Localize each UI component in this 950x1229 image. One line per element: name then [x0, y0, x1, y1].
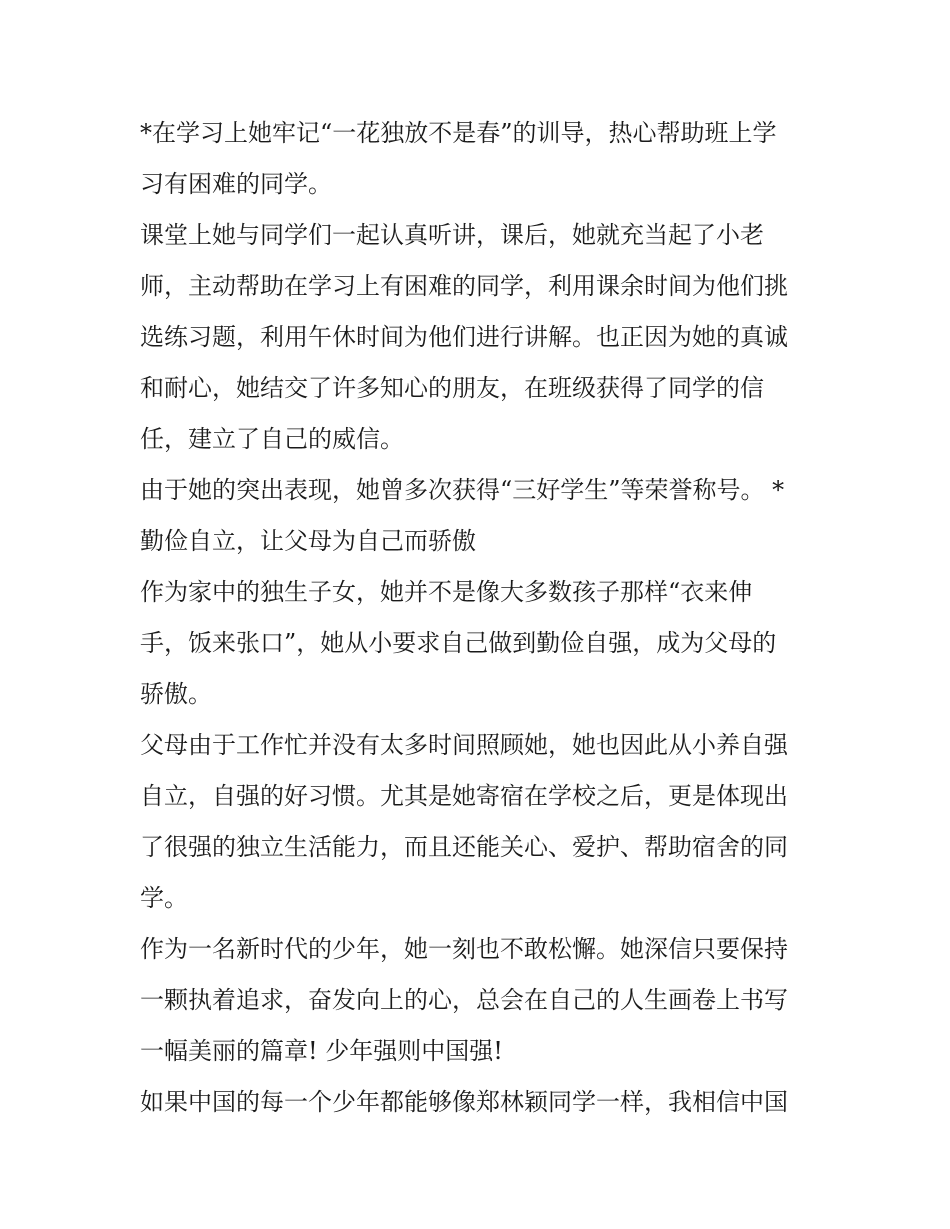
text-line: 任，建立了自己的威信。	[140, 425, 404, 453]
text-line: 骄傲。	[140, 680, 212, 708]
section-heading: 勤俭自立，让父母为自己而骄傲	[140, 527, 476, 555]
text-line: 手，饭来张口”，她从小要求自己做到勤俭自强，成为父母的	[140, 629, 777, 657]
text-line: 作为一名新时代的少年，她一刻也不敢松懈。她深信只要保持	[140, 935, 788, 963]
text-line: 了很强的独立生活能力，而且还能关心、爱护、帮助宿舍的同	[140, 833, 788, 861]
text-line: 师，主动帮助在学习上有困难的同学，利用课余时间为他们挑	[140, 272, 788, 300]
text-line: 如果中国的每一个少年都能够像郑林颖同学一样，我相信中国	[140, 1088, 788, 1116]
text-line: 和耐心，她结交了许多知心的朋友，在班级获得了同学的信	[140, 374, 764, 402]
text-line: 学。	[140, 884, 188, 912]
text-line: 由于她的突出表现，她曾多次获得“三好学生”等荣誉称号。 *	[140, 476, 785, 504]
text-line: *在学习上她牢记“一花独放不是春”的训导，热心帮助班上学	[140, 119, 777, 147]
text-line: 习有困难的同学。	[140, 170, 332, 198]
text-line: 父母由于工作忙并没有太多时间照顾她，她也因此从小养自强	[140, 731, 788, 759]
text-line: 自立，自强的好习惯。尤其是她寄宿在学校之后，更是体现出	[140, 782, 788, 810]
text-line: 作为家中的独生子女，她并不是像大多数孩子那样“衣来伸	[140, 578, 753, 606]
document-body	[140, 108, 815, 1128]
text-line: 课堂上她与同学们一起认真听讲，课后，她就充当起了小老	[140, 221, 764, 249]
text-line: 选练习题，利用午休时间为他们进行讲解。也正因为她的真诚	[140, 323, 788, 351]
text-line: 一幅美丽的篇章! 少年强则中国强!	[140, 1037, 503, 1065]
text-line: 一颗执着追求，奋发向上的心，总会在自己的人生画卷上书写	[140, 986, 788, 1014]
